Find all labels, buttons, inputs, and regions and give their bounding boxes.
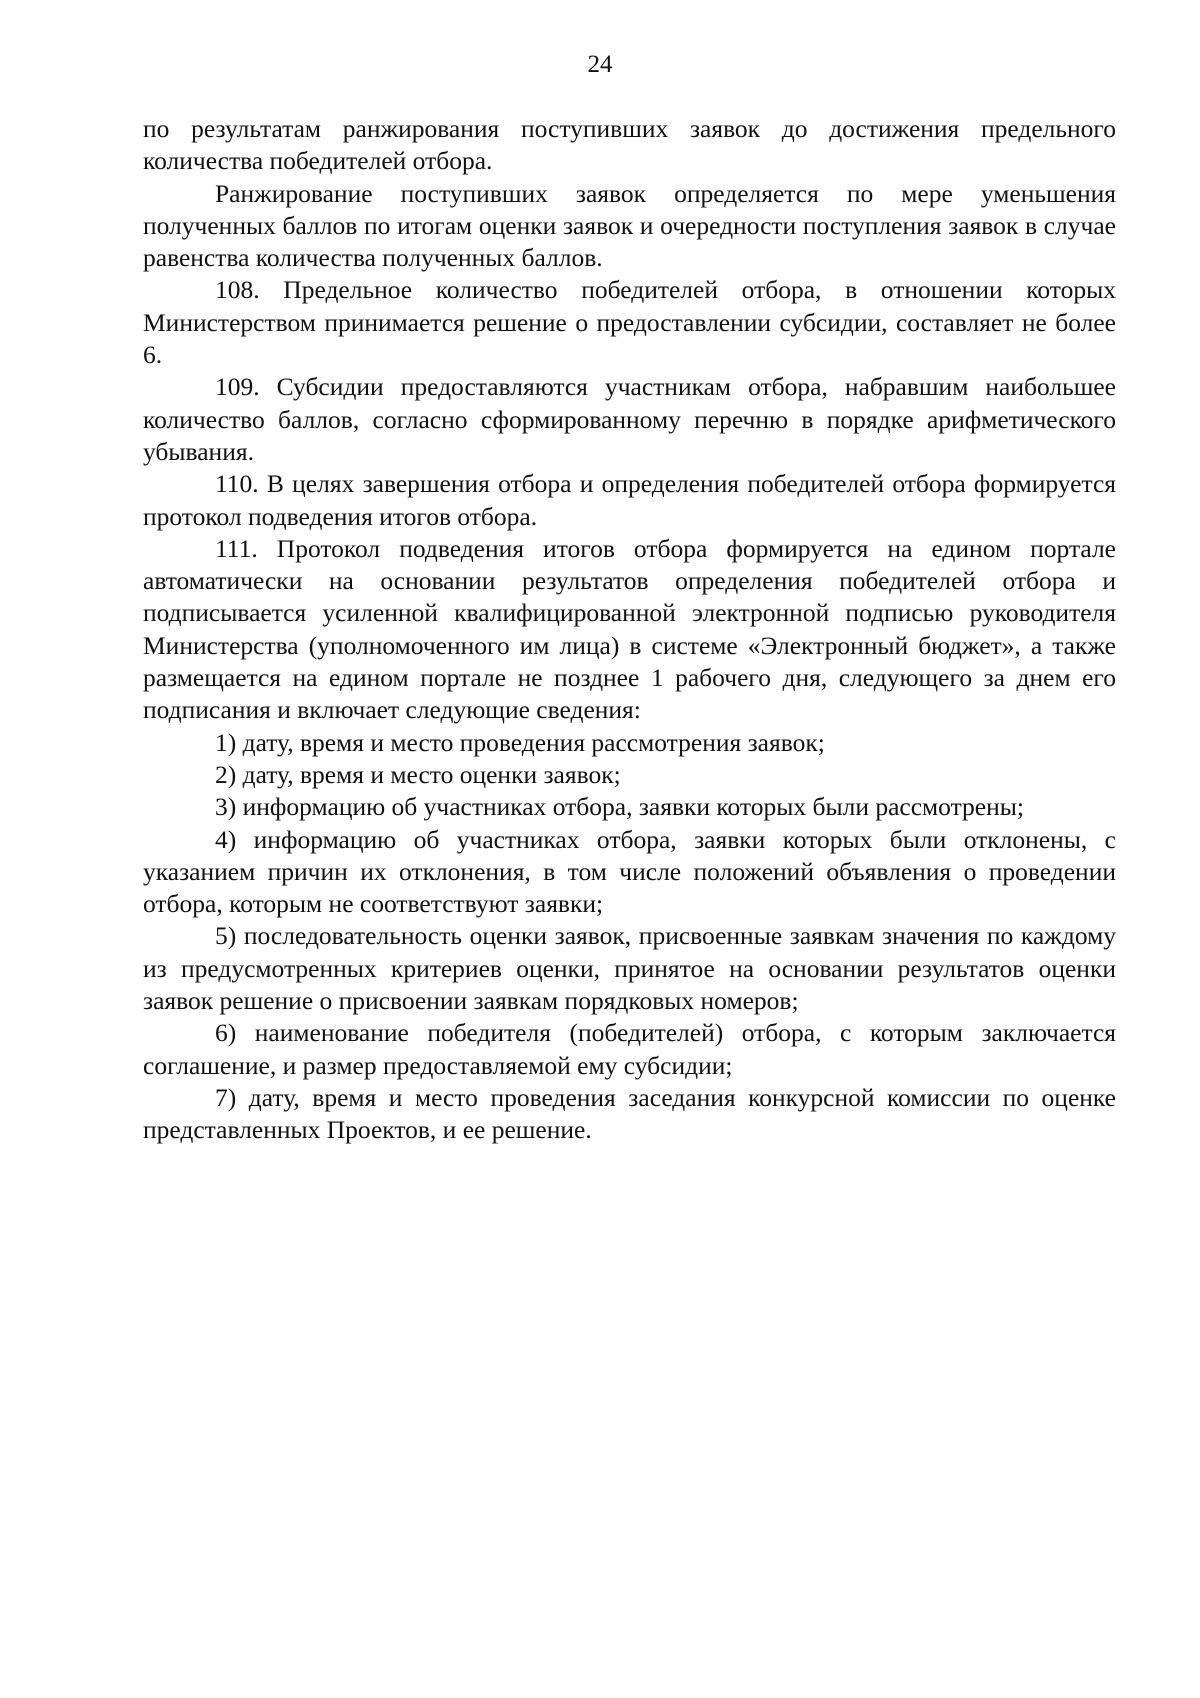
list-item-5: 5) последовательность оценки заявок, присвоенные заявкам значения по каждому из предусмотренных критериев оценки, принятое на основании результатов оценки заявок решение о присвоении заявкам порядковых номеров; [143, 921, 1116, 1016]
list-item-1: 1) дату, время и место проведения рассмотрения заявок; [215, 727, 825, 757]
list-item-7: 7) дату, время и место проведения заседания конкурсной комиссии по оценке представленных Проектов, и ее решение. [143, 1082, 1116, 1145]
paragraph-108: 108. Предельное количество победителей отбора, в отношении которых Министерством принимается решение о предоставлении субсидии, составляет не более 6. [143, 275, 1116, 370]
paragraph-continuation: по результатам ранжирования поступивших заявок до достижения предельного количества победителей отбора. [143, 114, 1116, 176]
paragraph-111: 111. Протокол подведения итогов отбора формируется на едином портале автоматически на основании результатов определения победителей отбора и подписывается усиленной квалифицированной электронной подписью руководителя Министерства (уполномоченного им лица) в системе «Электронный бюджет», а также размещается на едином портале не позднее 1 рабочего дня, следующего за днем его подписания и включает следующие сведения: [143, 533, 1116, 725]
document-body [143, 113, 1116, 1147]
list-item-2: 2) дату, время и место оценки заявок; [215, 759, 621, 789]
list-item-4: 4) информацию об участниках отбора, заявки которых были отклонены, с указанием причин их отклонения, в том числе положений объявления о проведении отбора, которым не соответствуют заявки; [143, 824, 1116, 919]
list-item-6: 6) наименование победителя (победителей) отбора, с которым заключается соглашение, и размер предоставляемой ему субсидии; [143, 1018, 1116, 1080]
list-item-3: 3) информацию об участниках отбора, заявки которых были рассмотрены; [215, 792, 1024, 822]
paragraph-ranking: Ранжирование поступивших заявок определяется по мере уменьшения полученных баллов по итогам оценки заявок и очередности поступления заявок в случае равенства количества полученных баллов. [143, 178, 1116, 273]
paragraph-109: 109. Субсидии предоставляются участникам отбора, набравшим наибольшее количество баллов, согласно сформированному перечню в порядке арифметического убывания. [143, 372, 1116, 466]
page-number: 24 [587, 51, 613, 78]
paragraph-110: 110. В целях завершения отбора и определения победителей отбора формируется протокол подведения итогов отбора. [143, 469, 1116, 531]
